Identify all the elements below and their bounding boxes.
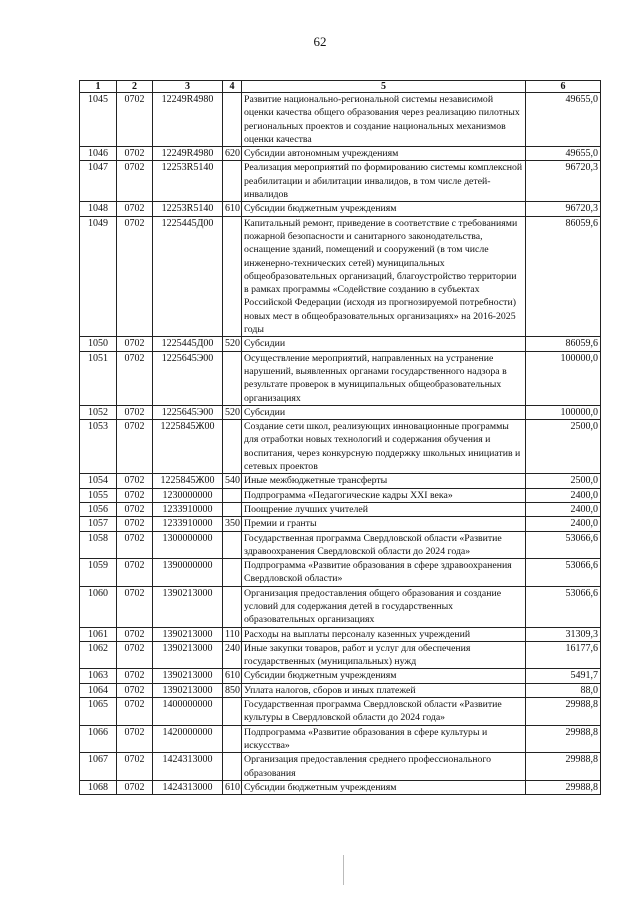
cell-name: Подпрограмма «Развитие образования в сфере культуры и искусства»: [242, 725, 526, 753]
cell-target-article: 1390213000: [153, 627, 223, 641]
cell-expense-type: [223, 351, 242, 405]
cell-expense-type: 350: [223, 517, 242, 531]
cell-section: 0702: [117, 517, 153, 531]
cell-section: 0702: [117, 405, 153, 419]
table-body: [80, 93, 601, 795]
cell-section: 0702: [117, 337, 153, 351]
cell-amount: 2500,0: [526, 420, 601, 474]
cell-amount: 2400,0: [526, 517, 601, 531]
cell-amount: 16177,6: [526, 641, 601, 669]
cell-section: 0702: [117, 147, 153, 161]
cell-row-number: 1047: [80, 161, 117, 202]
cell-expense-type: [223, 586, 242, 627]
cell-name: Расходы на выплаты персоналу казенных учреждений: [242, 627, 526, 641]
table-row: [80, 216, 601, 337]
cell-section: 0702: [117, 683, 153, 697]
cell-expense-type: 620: [223, 147, 242, 161]
cell-expense-type: [223, 420, 242, 474]
table-row: [80, 725, 601, 753]
cell-expense-type: [223, 531, 242, 559]
cell-amount: 96720,3: [526, 161, 601, 202]
cell-amount: 29988,8: [526, 725, 601, 753]
table-row: [80, 93, 601, 147]
cell-target-article: 1300000000: [153, 531, 223, 559]
cell-target-article: 1424313000: [153, 753, 223, 781]
cell-name: Подпрограмма «Педагогические кадры XXI века»: [242, 488, 526, 502]
table-row: [80, 641, 601, 669]
table-row: [80, 517, 601, 531]
cell-target-article: 1400000000: [153, 698, 223, 726]
cell-target-article: 1424313000: [153, 780, 223, 794]
cell-target-article: 1230000000: [153, 488, 223, 502]
cell-row-number: 1062: [80, 641, 117, 669]
cell-name: Государственная программа Свердловской области «Развитие здравоохранения Свердловской области до 2024 года»: [242, 531, 526, 559]
cell-expense-type: 240: [223, 641, 242, 669]
table-row: [80, 559, 601, 587]
cell-name: Субсидии: [242, 405, 526, 419]
cell-expense-type: 110: [223, 627, 242, 641]
cell-row-number: 1065: [80, 698, 117, 726]
cell-amount: 2500,0: [526, 474, 601, 488]
cell-target-article: 1390213000: [153, 586, 223, 627]
cell-amount: 86059,6: [526, 216, 601, 337]
table-row: [80, 474, 601, 488]
cell-target-article: 1225845Ж00: [153, 474, 223, 488]
cell-row-number: 1053: [80, 420, 117, 474]
cell-expense-type: 520: [223, 337, 242, 351]
cell-section: 0702: [117, 627, 153, 641]
table-row: [80, 780, 601, 794]
cell-name: Уплата налогов, сборов и иных платежей: [242, 683, 526, 697]
cell-amount: 53066,6: [526, 586, 601, 627]
cell-amount: 88,0: [526, 683, 601, 697]
cell-expense-type: [223, 725, 242, 753]
cell-section: 0702: [117, 351, 153, 405]
table-row: [80, 351, 601, 405]
cell-row-number: 1068: [80, 780, 117, 794]
cell-section: 0702: [117, 161, 153, 202]
cell-row-number: 1054: [80, 474, 117, 488]
table-row: [80, 627, 601, 641]
cell-amount: 49655,0: [526, 147, 601, 161]
cell-amount: 29988,8: [526, 780, 601, 794]
cell-expense-type: [223, 488, 242, 502]
cell-row-number: 1057: [80, 517, 117, 531]
cell-expense-type: 610: [223, 202, 242, 216]
budget-table: [79, 80, 601, 795]
cell-target-article: 1225445Д00: [153, 337, 223, 351]
cell-name: Государственная программа Свердловской области «Развитие культуры в Свердловской области до 2024 года»: [242, 698, 526, 726]
table-row: [80, 161, 601, 202]
table-header-row: [80, 81, 601, 93]
table-row: [80, 337, 601, 351]
cell-expense-type: [223, 93, 242, 147]
cell-target-article: 1225645Э00: [153, 405, 223, 419]
cell-row-number: 1056: [80, 502, 117, 516]
cell-row-number: 1066: [80, 725, 117, 753]
cell-name: Премии и гранты: [242, 517, 526, 531]
cell-amount: 86059,6: [526, 337, 601, 351]
cell-row-number: 1055: [80, 488, 117, 502]
cell-section: 0702: [117, 502, 153, 516]
cell-amount: 29988,8: [526, 698, 601, 726]
cell-row-number: 1067: [80, 753, 117, 781]
cell-expense-type: [223, 161, 242, 202]
col-header-expense-type: 4: [223, 81, 242, 93]
table-row: [80, 405, 601, 419]
cell-name: Иные закупки товаров, работ и услуг для обеспечения государственных (муниципальных) нужд: [242, 641, 526, 669]
page-number: 62: [313, 34, 327, 49]
cell-expense-type: 610: [223, 669, 242, 683]
cell-amount: 5491,7: [526, 669, 601, 683]
cell-name: Реализация мероприятий по формированию системы комплексной реабилитации и абилитации инвалидов, в том числе детей-инвалидов: [242, 161, 526, 202]
cell-row-number: 1063: [80, 669, 117, 683]
cell-expense-type: [223, 216, 242, 337]
cell-row-number: 1058: [80, 531, 117, 559]
col-header-section: 2: [117, 81, 153, 93]
cell-section: 0702: [117, 725, 153, 753]
cell-row-number: 1046: [80, 147, 117, 161]
cell-name: Субсидии бюджетным учреждениям: [242, 202, 526, 216]
cell-row-number: 1051: [80, 351, 117, 405]
col-header-row-number: 1: [80, 81, 117, 93]
cell-name: Осуществление мероприятий, направленных на устранение нарушений, выявленных органами государственного надзора в результате проверок в муниципальных общеобразовательных организациях: [242, 351, 526, 405]
cell-target-article: 12249R4980: [153, 147, 223, 161]
cell-section: 0702: [117, 559, 153, 587]
cell-section: 0702: [117, 488, 153, 502]
table-row: [80, 202, 601, 216]
cell-section: 0702: [117, 93, 153, 147]
cell-name: Создание сети школ, реализующих инновационные программы для отработки новых технологий и содержания обучения и воспитания, через конкурсную поддержку школьных инициатив и сетевых проектов: [242, 420, 526, 474]
cell-section: 0702: [117, 420, 153, 474]
cell-section: 0702: [117, 641, 153, 669]
cell-amount: 53066,6: [526, 559, 601, 587]
cell-target-article: 1225645Э00: [153, 351, 223, 405]
cell-row-number: 1059: [80, 559, 117, 587]
cell-amount: 53066,6: [526, 531, 601, 559]
cell-target-article: 1233910000: [153, 502, 223, 516]
cell-target-article: 12249R4980: [153, 93, 223, 147]
cell-target-article: 1225845Ж00: [153, 420, 223, 474]
col-header-name: 5: [242, 81, 526, 93]
cell-target-article: 1390213000: [153, 683, 223, 697]
cell-expense-type: [223, 698, 242, 726]
cell-section: 0702: [117, 474, 153, 488]
cell-amount: 2400,0: [526, 502, 601, 516]
cell-amount: 49655,0: [526, 93, 601, 147]
cell-target-article: 1390213000: [153, 669, 223, 683]
cell-row-number: 1050: [80, 337, 117, 351]
cell-name: Подпрограмма «Развитие образования в сфере здравоохранения Свердловской области»: [242, 559, 526, 587]
cell-row-number: 1048: [80, 202, 117, 216]
cell-section: 0702: [117, 753, 153, 781]
table-row: [80, 531, 601, 559]
cell-expense-type: 850: [223, 683, 242, 697]
cell-expense-type: 520: [223, 405, 242, 419]
cell-name: Субсидии бюджетным учреждениям: [242, 669, 526, 683]
cell-name: Субсидии: [242, 337, 526, 351]
table-row: [80, 698, 601, 726]
cell-expense-type: [223, 502, 242, 516]
cell-section: 0702: [117, 586, 153, 627]
cell-amount: 96720,3: [526, 202, 601, 216]
cell-name: Организация предоставления среднего профессионального образования: [242, 753, 526, 781]
cell-name: Субсидии автономным учреждениям: [242, 147, 526, 161]
table-row: [80, 669, 601, 683]
cell-row-number: 1060: [80, 586, 117, 627]
cell-name: Субсидии бюджетным учреждениям: [242, 780, 526, 794]
cell-name: Поощрение лучших учителей: [242, 502, 526, 516]
cell-target-article: 1233910000: [153, 517, 223, 531]
cell-amount: 31309,3: [526, 627, 601, 641]
cell-target-article: 1225445Д00: [153, 216, 223, 337]
cell-section: 0702: [117, 216, 153, 337]
cell-name: Иные межбюджетные трансферты: [242, 474, 526, 488]
table-row: [80, 488, 601, 502]
table-row: [80, 683, 601, 697]
cell-amount: 100000,0: [526, 405, 601, 419]
cell-section: 0702: [117, 698, 153, 726]
cell-amount: 100000,0: [526, 351, 601, 405]
cell-expense-type: 610: [223, 780, 242, 794]
cell-target-article: 1390213000: [153, 641, 223, 669]
col-header-target-article: 3: [153, 81, 223, 93]
scan-artifact-line: [343, 855, 344, 885]
cell-amount: 2400,0: [526, 488, 601, 502]
table-row: [80, 753, 601, 781]
table-row: [80, 502, 601, 516]
cell-amount: 29988,8: [526, 753, 601, 781]
cell-row-number: 1061: [80, 627, 117, 641]
table-row: [80, 420, 601, 474]
cell-target-article: 12253R5140: [153, 161, 223, 202]
cell-target-article: 1420000000: [153, 725, 223, 753]
cell-name: Капитальный ремонт, приведение в соответствие с требованиями пожарной безопасности и санитарного законодательства, оснащение зданий, помещений и сооружений (в том числе инженерно-технических сетей) муниципальных общеобразовательных организаций, благоустройство территории в рамках программы «Содействие созданию в субъектах Российской Федерации (исходя из прогнозируемой потребности) новых мест в общеобразовательных организациях» на 2016-2025 годы: [242, 216, 526, 337]
cell-name: Развитие национально-региональной системы независимой оценки качества общего образования через реализацию пилотных региональных проектов и создание национальных механизмов оценки качества: [242, 93, 526, 147]
cell-section: 0702: [117, 669, 153, 683]
cell-row-number: 1045: [80, 93, 117, 147]
cell-expense-type: [223, 559, 242, 587]
table-row: [80, 147, 601, 161]
cell-row-number: 1052: [80, 405, 117, 419]
cell-section: 0702: [117, 780, 153, 794]
cell-name: Организация предоставления общего образования и создание условий для содержания детей в государственных образовательных организациях: [242, 586, 526, 627]
cell-target-article: 1390000000: [153, 559, 223, 587]
col-header-amount: 6: [526, 81, 601, 93]
cell-row-number: 1064: [80, 683, 117, 697]
cell-section: 0702: [117, 202, 153, 216]
cell-expense-type: [223, 753, 242, 781]
cell-expense-type: 540: [223, 474, 242, 488]
cell-target-article: 12253R5140: [153, 202, 223, 216]
table-row: [80, 586, 601, 627]
cell-row-number: 1049: [80, 216, 117, 337]
cell-section: 0702: [117, 531, 153, 559]
